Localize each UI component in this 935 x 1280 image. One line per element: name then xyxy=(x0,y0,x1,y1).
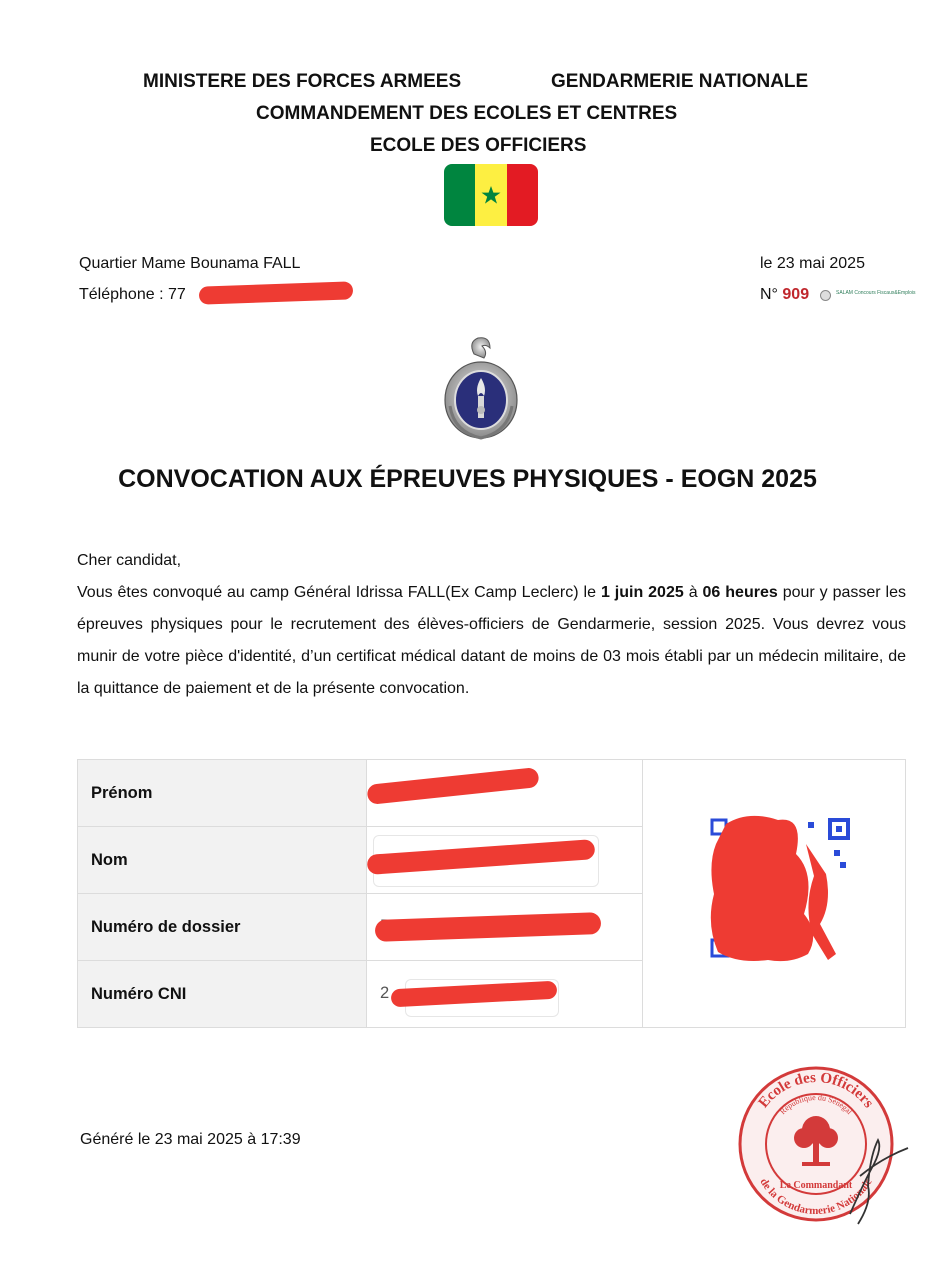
prenom-redaction xyxy=(366,767,539,805)
header-ministry: MINISTERE DES FORCES ARMEES xyxy=(143,71,462,92)
label-nom: Nom xyxy=(78,827,367,894)
address-phone: Téléphone : 77 xyxy=(79,286,186,303)
value-cni xyxy=(367,961,643,1028)
header-command: COMMANDEMENT DES ECOLES ET CENTRES xyxy=(256,103,678,124)
page-title: CONVOCATION AUX ÉPREUVES PHYSIQUES - EOGN 2025 xyxy=(118,465,817,493)
letter-paragraph xyxy=(77,577,906,705)
label-dossier: Numéro de dossier xyxy=(78,894,367,961)
value-prenom xyxy=(367,760,643,827)
seal-outer-text: Ecole des Officiers xyxy=(755,1069,877,1112)
letter-greeting: Cher candidat, xyxy=(77,552,182,569)
seal-inner-text: République du Sénégal xyxy=(778,1092,855,1117)
letter-body xyxy=(77,545,906,705)
senegal-flag-icon xyxy=(444,164,538,226)
generated-timestamp: Généré le 23 mai 2025 à 17:39 xyxy=(80,1131,301,1148)
label-prenom: Prénom xyxy=(78,760,367,827)
letter-text-start: Vous êtes convoqué au camp Général Idrissa FALL(Ex Camp Leclerc) le xyxy=(77,584,601,601)
document-date: le 23 mai 2025 xyxy=(760,255,865,272)
official-stamp-icon xyxy=(732,1064,910,1230)
candidate-table xyxy=(77,759,906,1028)
convocation-time: 06 heures xyxy=(702,584,778,601)
document-number xyxy=(760,286,809,304)
table-row xyxy=(78,760,906,827)
label-cni: Numéro CNI xyxy=(78,961,367,1028)
number-value: 909 xyxy=(782,286,810,303)
header-school: ECOLE DES OFFICIERS xyxy=(370,135,587,156)
header-gendarmerie: GENDARMERIE NATIONALE xyxy=(551,71,809,92)
seal-center-text: Le Commandant xyxy=(779,1180,853,1191)
value-dossier xyxy=(367,894,643,961)
letter-text-mid: à xyxy=(683,584,703,601)
qr-cell xyxy=(643,760,906,1028)
convocation-date: 1 juin 2025 xyxy=(600,584,684,601)
watermark-text: SALAM Concours Fiscaux&Emplois xyxy=(836,290,916,296)
letter-text-end: pour y passer les épreuves physiques pour le recrutement des élèves-officiers de Gendarmerie, session 2025. Vous devrez vous munir de votre pièce d'identité, d’un certificat médical datant de moins de 03 mois établi par un médecin militaire, de la quittance de paiement et de la présente convocation. xyxy=(77,584,907,697)
phone-redaction xyxy=(199,281,354,304)
value-cni-text: 2 xyxy=(380,984,390,1002)
value-nom xyxy=(367,827,643,894)
number-prefix: N° xyxy=(760,286,778,303)
dossier-redaction xyxy=(375,912,602,942)
address-quarter: Quartier Mame Bounama FALL xyxy=(79,255,301,272)
qr-code-icon xyxy=(708,814,853,964)
gendarmerie-emblem-icon xyxy=(440,336,522,442)
seal-bottom-text: de la Gendarmerie Nationale xyxy=(757,1176,875,1218)
watermark-logo-icon xyxy=(820,290,831,301)
